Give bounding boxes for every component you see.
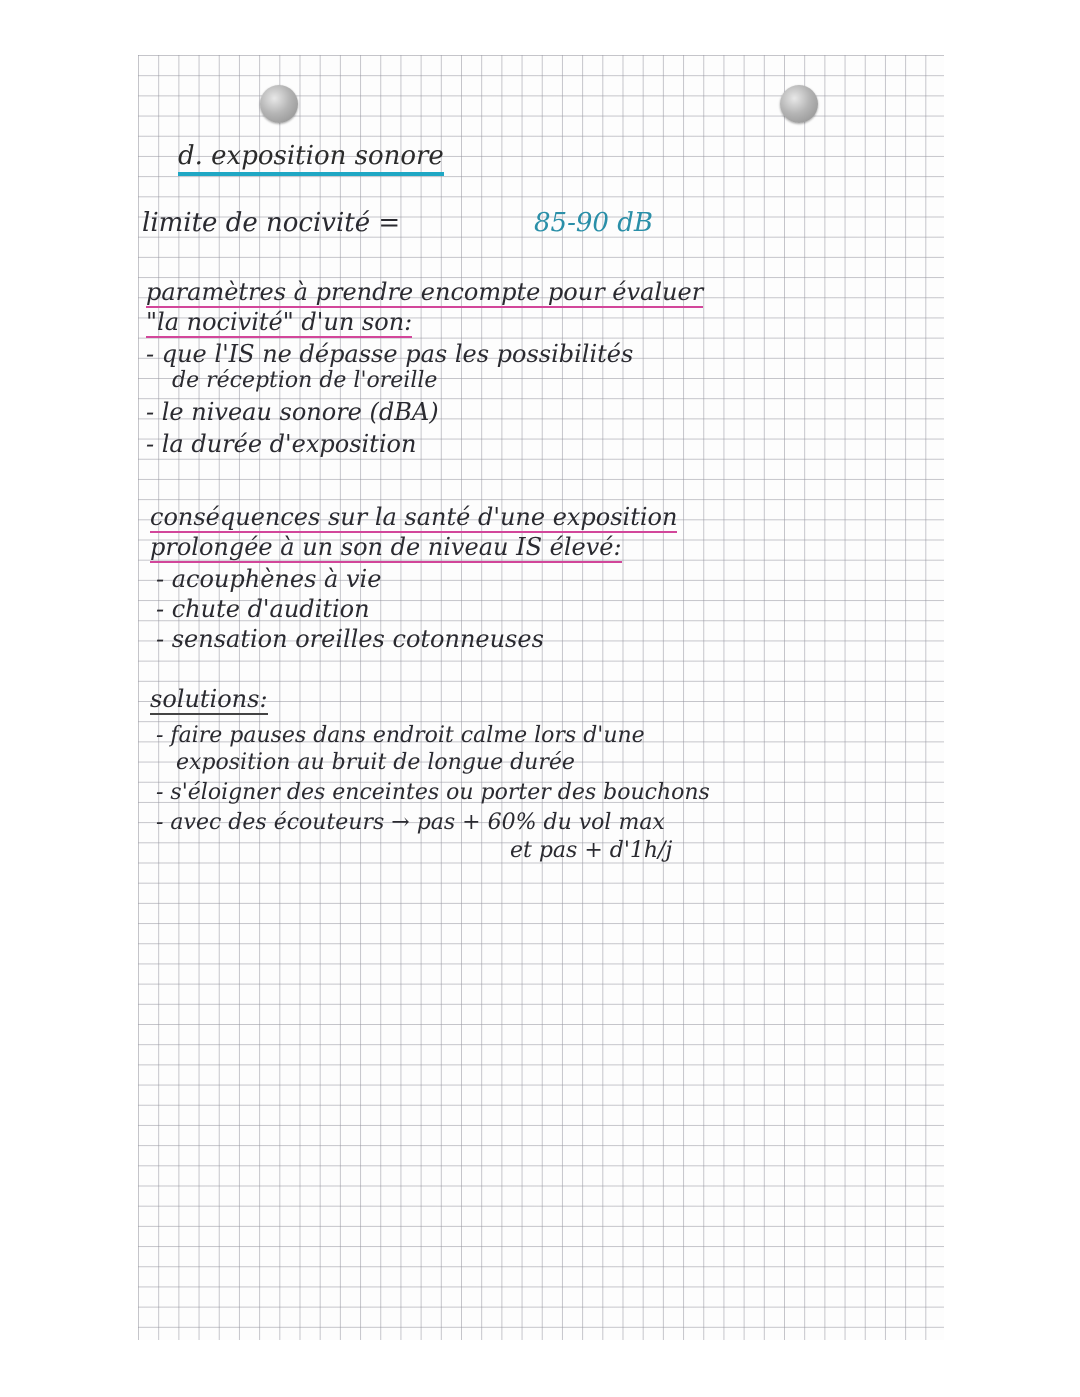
parametres-heading-line-1: paramètres à prendre encompte pour évaluer [146,278,704,306]
limit-value: 85-90 dB [534,208,653,238]
parametres-item-3: - la durée d'exposition [146,430,417,458]
solutions-item-1-cont: exposition au bruit de longue durée [176,750,575,775]
grid-paper-sheet [138,55,944,1340]
consequences-heading-line-2: prolongée à un son de niveau IS élevé: [150,533,622,561]
punch-hole-right [780,85,818,123]
parametres-heading-line-2: "la nocivité" d'un son: [146,308,413,336]
limit-label: limite de nocivité = [142,208,401,238]
solutions-item-3: - avec des écouteurs → pas + 60% du vol max [156,810,665,835]
solutions-heading: solutions: [150,685,268,713]
section-title: d. exposition sonore [178,143,444,176]
consequences-item-1: - acouphènes à vie [156,565,382,593]
parametres-item-1: - que l'IS ne dépasse pas les possibilités [146,340,634,368]
parametres-item-1-cont: de réception de l'oreille [172,368,438,393]
solutions-item-2: - s'éloigner des enceintes ou porter des bouchons [156,780,710,805]
consequences-item-2: - chute d'audition [156,595,370,623]
parametres-item-2: - le niveau sonore (dBA) [146,398,439,426]
solutions-item-1: - faire pauses dans endroit calme lors d'une [156,723,645,748]
solutions-item-3-cont: et pas + d'1h/j [510,838,673,863]
consequences-heading-line-1: conséquences sur la santé d'une exposition [150,503,678,531]
punch-hole-left [260,85,298,123]
consequences-item-3: - sensation oreilles cotonneuses [156,625,544,653]
